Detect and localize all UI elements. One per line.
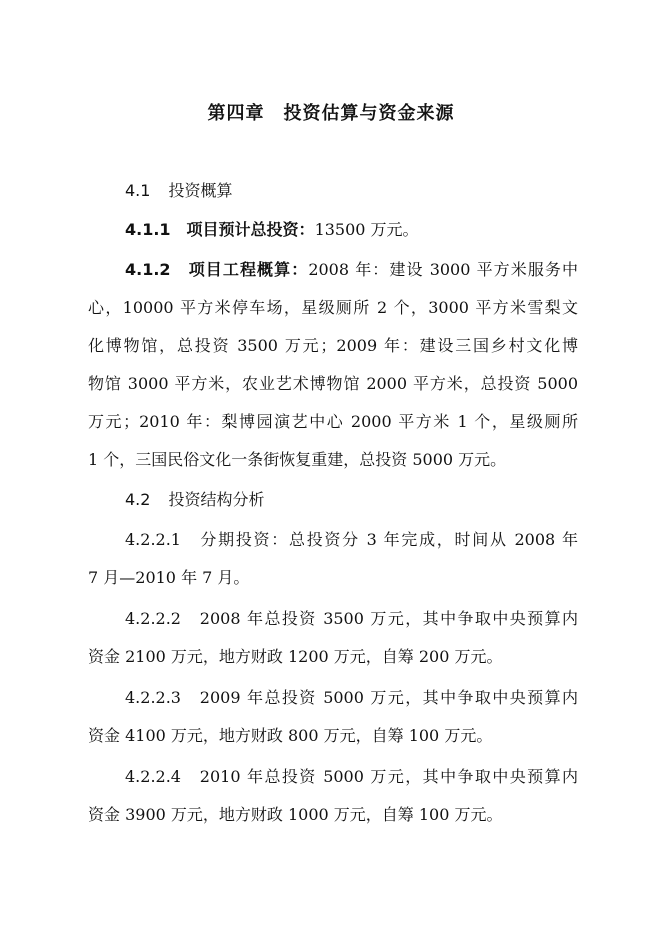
item-label: 4.1.1 项目预计总投资： bbox=[125, 220, 315, 239]
paragraph-line: 4.2.2.1 分期投资：总投资分 3 年完成，时间从 2008 年 bbox=[125, 530, 578, 549]
paragraph-line: 4.2.2.2 2008 年总投资 3500 万元，其中争取中央预算内 bbox=[125, 609, 578, 628]
paragraph-line: 1 个，三国民俗文化一条街恢复重建，总投资 5000 万元。 bbox=[88, 450, 507, 469]
paragraph-line: 资金 4100 万元，地方财政 800 万元，自筹 100 万元。 bbox=[88, 726, 493, 745]
paragraph-line: 化博物馆，总投资 3500 万元；2009 年：建设三国乡村文化博 bbox=[88, 336, 578, 355]
item-text: 13500 万元。 bbox=[314, 220, 419, 239]
section-title: 投资结构分析 bbox=[168, 490, 265, 509]
item-4-1-1 bbox=[125, 220, 578, 240]
item-4-1-2-first-line bbox=[125, 260, 578, 280]
item-label: 4.1.2 项目工程概算： bbox=[125, 260, 309, 279]
section-title: 投资概算 bbox=[168, 181, 233, 200]
item-text: 2008 年：建设 3000 平方米服务中 bbox=[308, 260, 578, 279]
paragraph-line: 万元；2010 年：梨博园演艺中心 2000 平方米 1 个，星级厕所 bbox=[88, 412, 578, 431]
paragraph-line: 4.2.2.4 2010 年总投资 5000 万元，其中争取中央预算内 bbox=[125, 767, 578, 786]
chapter-title: 第四章 投资估算与资金来源 bbox=[207, 103, 455, 124]
paragraph-line: 物馆 3000 平方米，农业艺术博物馆 2000 平方米，总投资 5000 bbox=[88, 374, 578, 393]
paragraph-line: 7 月—2010 年 7 月。 bbox=[88, 568, 250, 587]
section-heading-4-1 bbox=[125, 181, 578, 201]
section-number: 4.1 bbox=[125, 181, 151, 200]
paragraph-line: 资金 3900 万元，地方财政 1000 万元，自筹 100 万元。 bbox=[88, 805, 503, 824]
section-number: 4.2 bbox=[125, 490, 151, 509]
paragraph-line: 4.2.2.3 2009 年总投资 5000 万元，其中争取中央预算内 bbox=[125, 688, 578, 707]
paragraph-line: 资金 2100 万元，地方财政 1200 万元，自筹 200 万元。 bbox=[88, 647, 503, 666]
paragraph-line: 心，10000 平方米停车场，星级厕所 2 个，3000 平方米雪梨文 bbox=[88, 298, 578, 317]
section-heading-4-2 bbox=[125, 490, 578, 510]
